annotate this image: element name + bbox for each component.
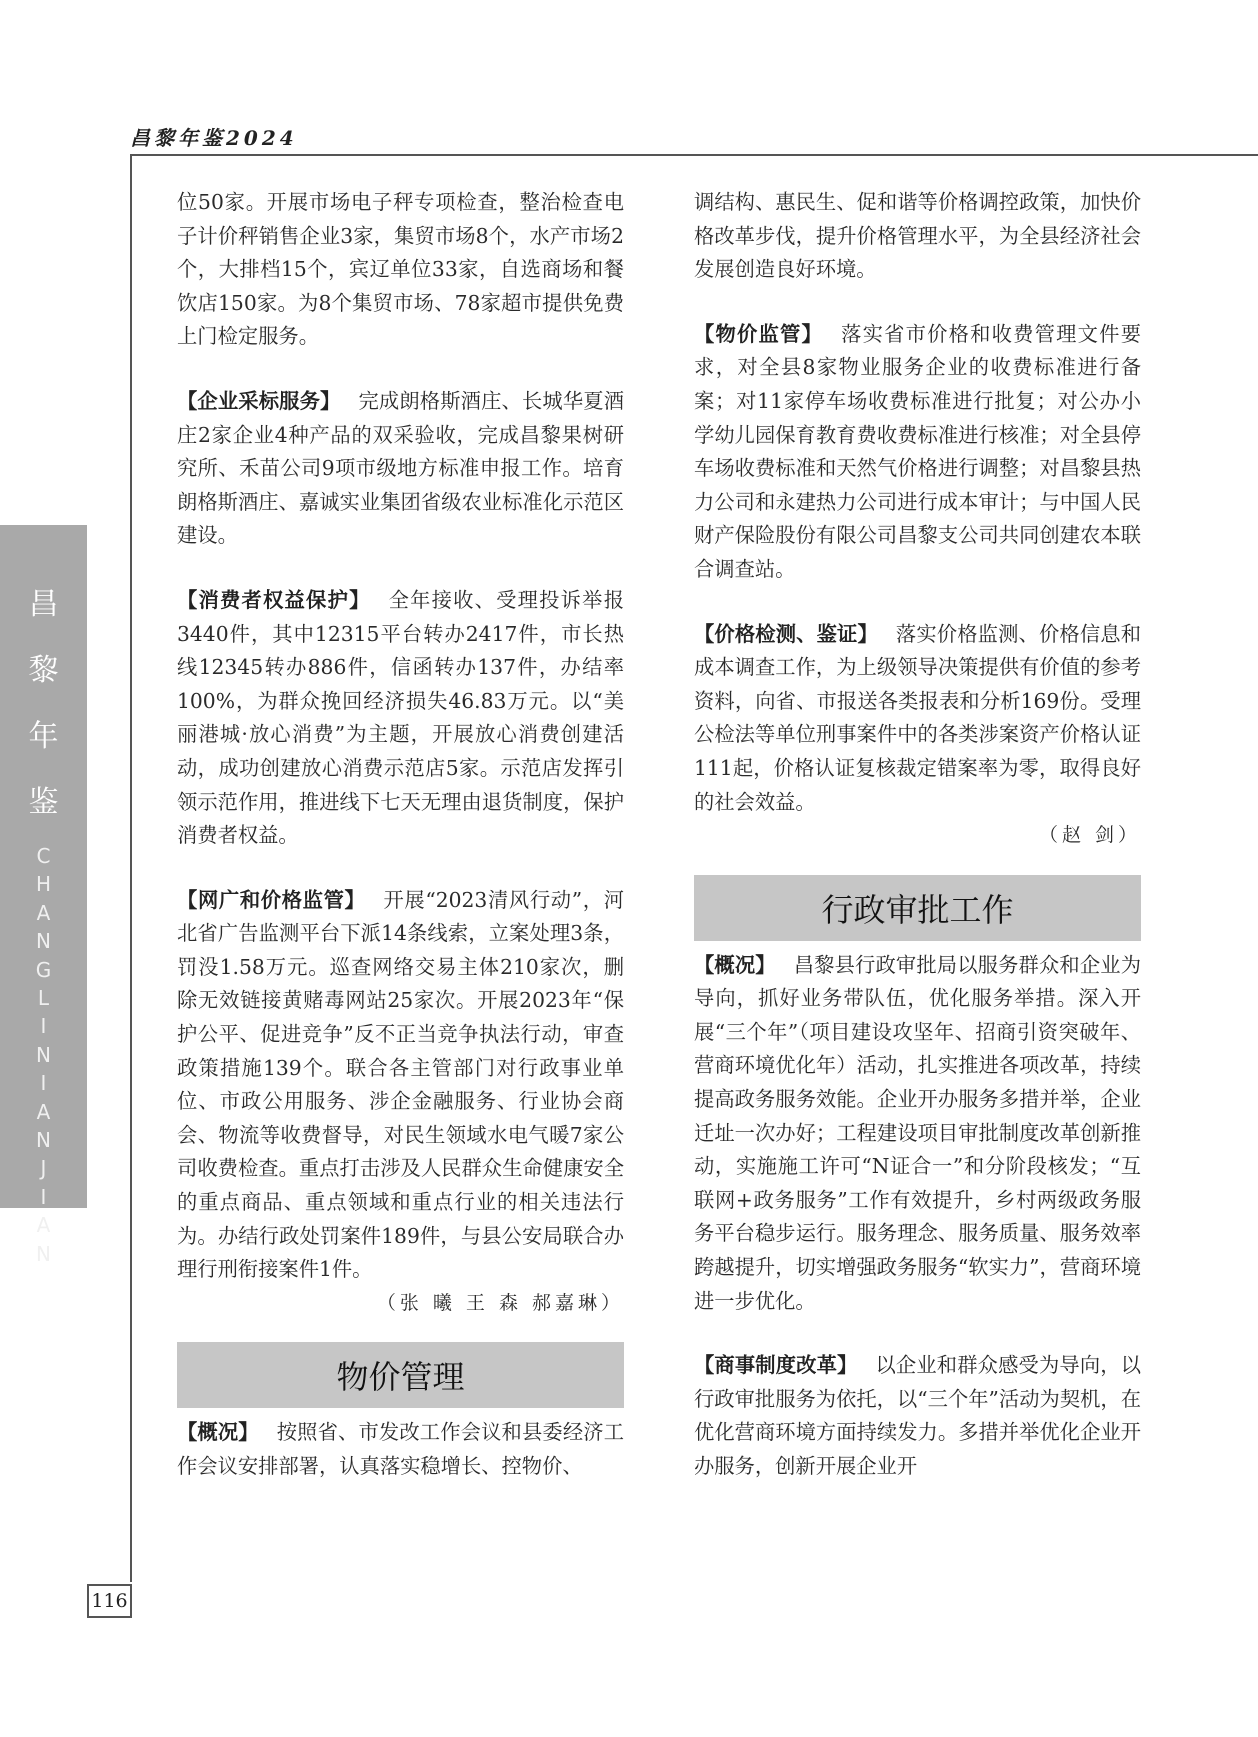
paragraph-text: 落实价格监测、价格信息和成本调查工作，为上级领导决策提供有价值的参考资料，向省、市报送各类报表和分析169份。受理公检法等单位刑事案件中的各类涉案资产价格认证111起，价格认证复核裁定错案率为零，取得良好的社会效益。 bbox=[694, 621, 1141, 814]
running-header-title: 昌黎年鉴2024 bbox=[130, 126, 298, 150]
paragraph-heading: 【企业采标服务】 bbox=[177, 388, 341, 413]
side-tab-letter: A bbox=[36, 900, 51, 925]
enterprise-standards-paragraph bbox=[177, 385, 624, 553]
page-number: 116 bbox=[87, 1584, 132, 1618]
frame-left-rule bbox=[130, 154, 132, 1582]
paragraph-heading: 【商事制度改革】 bbox=[694, 1353, 858, 1378]
side-tab-letter: A bbox=[36, 1099, 51, 1124]
side-tab-letter: C bbox=[36, 844, 51, 868]
ads-price-supervision-paragraph bbox=[177, 884, 624, 1287]
side-tab-letter: I bbox=[40, 1184, 47, 1209]
paragraph-text: 落实省市价格和收费管理文件要求，对全县8家物业服务企业的收费标准进行备案；对11家停车场收费标准进行批复；对公办小学幼儿园保育教育费收费标准进行核准；对全县停车场收费标准和天然气价格进行调整；对昌黎县热力公司和永建热力公司进行成本审计；与中国人民财产保险股份有限公司昌黎支公司共同创建农本联合调查站。 bbox=[694, 321, 1141, 581]
side-tab-pinyin bbox=[0, 842, 87, 1268]
paragraph-text: 完成朗格斯酒庄、长城华夏酒庄2家企业4种产品的双采验收，完成昌黎果树研究所、禾苗公司9项市级地方标准申报工作。培育朗格斯酒庄、嘉诚实业集团省级农业标准化示范区建设。 bbox=[177, 388, 624, 548]
paragraph-text: 以企业和群众感受为导向，以行政审批服务为依托，以“三个年”活动为契机，在优化营商环境方面持续发力。多措并举优化企业开办服务，创新开展企业开 bbox=[694, 1353, 1141, 1478]
approval-overview-paragraph bbox=[694, 949, 1141, 1319]
side-tab-char: 鉴 bbox=[28, 785, 59, 820]
paragraph-heading: 【价格检测、鉴证】 bbox=[694, 621, 878, 646]
section-title-box bbox=[694, 875, 1141, 941]
paragraph-heading: 【概况】 bbox=[177, 1420, 259, 1445]
continuation-paragraph: 调结构、惠民生、促和谐等价格调控政策，加快价格改革步伐，提升价格管理水平，为全县经济社会发展创造良好环境。 bbox=[694, 190, 1141, 282]
paragraph-text: 全年接收、受理投诉举报3440件，其中12315平台转办2417件，市长热线12345转办886件，信函转办137件，办结率100%，为群众挽回经济损失46.83万元。以“美丽港城·放心消费”为主题，开展放心消费创建活动，成功创建放心消费示范店5家。示范店发挥引领示范作用，推进线下七天无理由退货制度，保护消费者权益。 bbox=[177, 587, 624, 848]
side-tab-letter: J bbox=[40, 1156, 47, 1181]
side-tab-letter: H bbox=[35, 872, 52, 897]
paragraph-heading: 【概况】 bbox=[694, 952, 776, 977]
side-tab-char: 昌 bbox=[28, 587, 59, 622]
section-title: 物价管理 bbox=[336, 1358, 465, 1397]
side-tab-letter: I bbox=[40, 1014, 47, 1039]
frame-top-rule bbox=[130, 154, 1258, 156]
paragraph-heading: 【物价监管】 bbox=[694, 321, 824, 346]
paragraph-text: 昌黎县行政审批局以服务群众和企业为导向，抓好业务带队伍，优化服务举措。深入开展“三个年”（项目建设攻坚年、招商引资突破年、营商环境优化年）活动，扎实推进各项改革，持续提高政务服务效能。企业开办服务多措并举，企业迁址一次办好；工程建设项目审批制度改革创新推动，实施施工许可“N证合一”和分阶段核发；“互联网+政务服务”工作有效提升，乡村两级政务服务平台稳步运行。服务理念、服务质量、服务效率跨越提升，切实增强政务服务“软实力”，营商环境进一步优化。 bbox=[694, 952, 1141, 1313]
side-tab-letter: N bbox=[36, 1042, 51, 1067]
intro-paragraph: 位50家。开展市场电子秤专项检查，整治检查电子计价秤销售企业3家，集贸市场8个，水产市场2个，大排档15个，宾辽单位33家，自选商场和餐饮店150家。为8个集贸市场、78家超市提供免费上门检定服务。 bbox=[177, 190, 624, 349]
side-tab-letter: L bbox=[37, 986, 50, 1011]
side-tab-letter: A bbox=[36, 1213, 51, 1238]
business-reform-paragraph bbox=[694, 1349, 1141, 1483]
paragraph-text: 开展“2023清风行动”，河北省广告监测平台下派14条线索，立案处理3条，罚没1.58万元。巡查网络交易主体210家次，删除无效链接黄赌毒网站25家次。开展2023年“保护公平、促进竞争”反不正当竞争执法行动，审查政策措施139个。联合各主管部门对行政事业单位、市政公用服务、涉企金融服务、行业协会商会、物流等收费督导，对民生领域水电气暖7家公司收费检查。重点打击涉及人民群众生命健康安全的重点商品、重点领域和重点行业的相关违法行为。办结行政处罚案件189件，与县公安局联合办理行刑衔接案件1件。 bbox=[177, 887, 624, 1282]
side-tab-letter: N bbox=[36, 929, 51, 954]
price-testing-paragraph bbox=[694, 618, 1141, 820]
side-tab-letter: N bbox=[36, 1241, 51, 1266]
side-tab-char: 年 bbox=[28, 719, 59, 754]
side-tab-letter: G bbox=[35, 957, 52, 982]
side-tab-letter: N bbox=[36, 1128, 51, 1153]
side-tab-letter: I bbox=[40, 1071, 47, 1096]
section-title-box bbox=[177, 1342, 624, 1408]
left-column bbox=[177, 186, 624, 1484]
paragraph-heading: 【消费者权益保护】 bbox=[177, 587, 371, 612]
paragraph-heading: 【网广和价格监管】 bbox=[177, 887, 366, 912]
author-byline: （张 曦 王 森 郝嘉琳） bbox=[376, 1291, 624, 1314]
consumer-rights-paragraph bbox=[177, 584, 624, 853]
section-title: 行政审批工作 bbox=[821, 890, 1014, 929]
price-overview-paragraph bbox=[177, 1416, 624, 1483]
paragraph-text: 按照省、市发改工作会议和县委经济工作会议安排部署，认真落实稳增长、控物价、 bbox=[177, 1420, 624, 1478]
side-tab-char: 黎 bbox=[28, 653, 59, 688]
author-byline: （赵 剑） bbox=[1038, 824, 1141, 847]
price-supervision-paragraph bbox=[694, 318, 1141, 587]
side-tab-title bbox=[0, 585, 87, 823]
right-column bbox=[694, 186, 1141, 1484]
